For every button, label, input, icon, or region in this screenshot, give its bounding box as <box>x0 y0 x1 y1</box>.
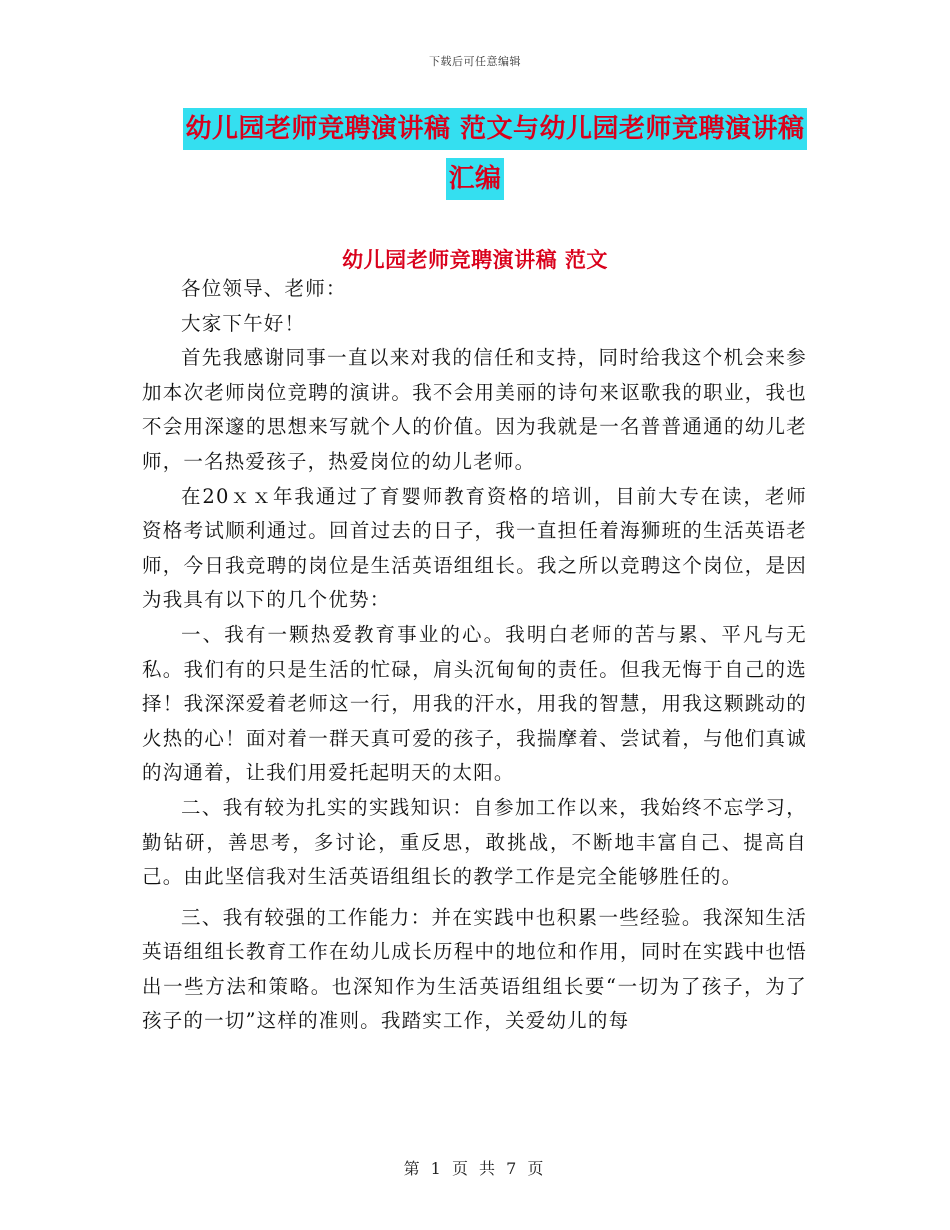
page-number: 第 1 页 共 7 页 <box>403 1159 547 1178</box>
header-note: 下载后可任意编辑 <box>429 55 521 68</box>
paragraph-point-1: 一、我有一颗热爱教育事业的心。我明白老师的苦与累、平凡与无私。我们有的只是生活的忙碌，肩头沉甸甸的责任。但我无悔于自己的选择！我深深爱着老师这一行，用我的汗水，用我的智慧，用我这颗跳动的火热的心！面对着一群天真可爱的孩子，我揣摩着、尝试着，与他们真诚的沟通着，让我们用爱托起明天的太阳。 <box>142 622 807 785</box>
paragraph-salutation: 各位领导、老师： <box>181 277 347 300</box>
paragraph-point-2: 二、我有较为扎实的实践知识：自参加工作以来，我始终不忘学习，勤钻研，善思考，多讨论，重反思，敢挑战，不断地丰富自己、提高自己。由此坚信我对生活英语组组长的教学工作是完全能够胜任的。 <box>142 795 807 889</box>
document-title-line-2: 汇编 <box>446 158 503 200</box>
paragraph-background: 在20ｘｘ年我通过了育婴师教育资格的培训，目前大专在读，老师资格考试顺利通过。回首过去的日子，我一直担任着海狮班的生活英语老师，今日我竞聘的岗位是生活英语组组长。我之所以竞聘这个岗位，是因为我具有以下的几个优势： <box>142 484 807 612</box>
document-title <box>0 108 950 200</box>
body-text <box>142 272 807 1039</box>
section-title: 幼儿园老师竞聘演讲稿 范文 <box>342 247 608 272</box>
document-title-line-1: 幼儿园老师竞聘演讲稿 范文与幼儿园老师竞聘演讲稿 <box>183 108 806 150</box>
paragraph-point-3: 三、我有较强的工作能力：并在实践中也积累一些经验。我深知生活英语组组长教育工作在幼儿成长历程中的地位和作用，同时在实践中也悟出一些方法和策略。也深知作为生活英语组组长要“一切为了孩子，为了孩子的一切”这样的准则。我踏实工作，关爱幼儿的每 <box>142 905 807 1033</box>
paragraph-intro: 首先我感谢同事一直以来对我的信任和支持，同时给我这个机会来参加本次老师岗位竞聘的演讲。我不会用美丽的诗句来讴歌我的职业，我也不会用深邃的思想来写就个人的价值。因为我就是一名普普通通的幼儿老师，一名热爱孩子，热爱岗位的幼儿老师。 <box>142 346 807 473</box>
paragraph-greeting: 大家下午好！ <box>181 311 306 335</box>
